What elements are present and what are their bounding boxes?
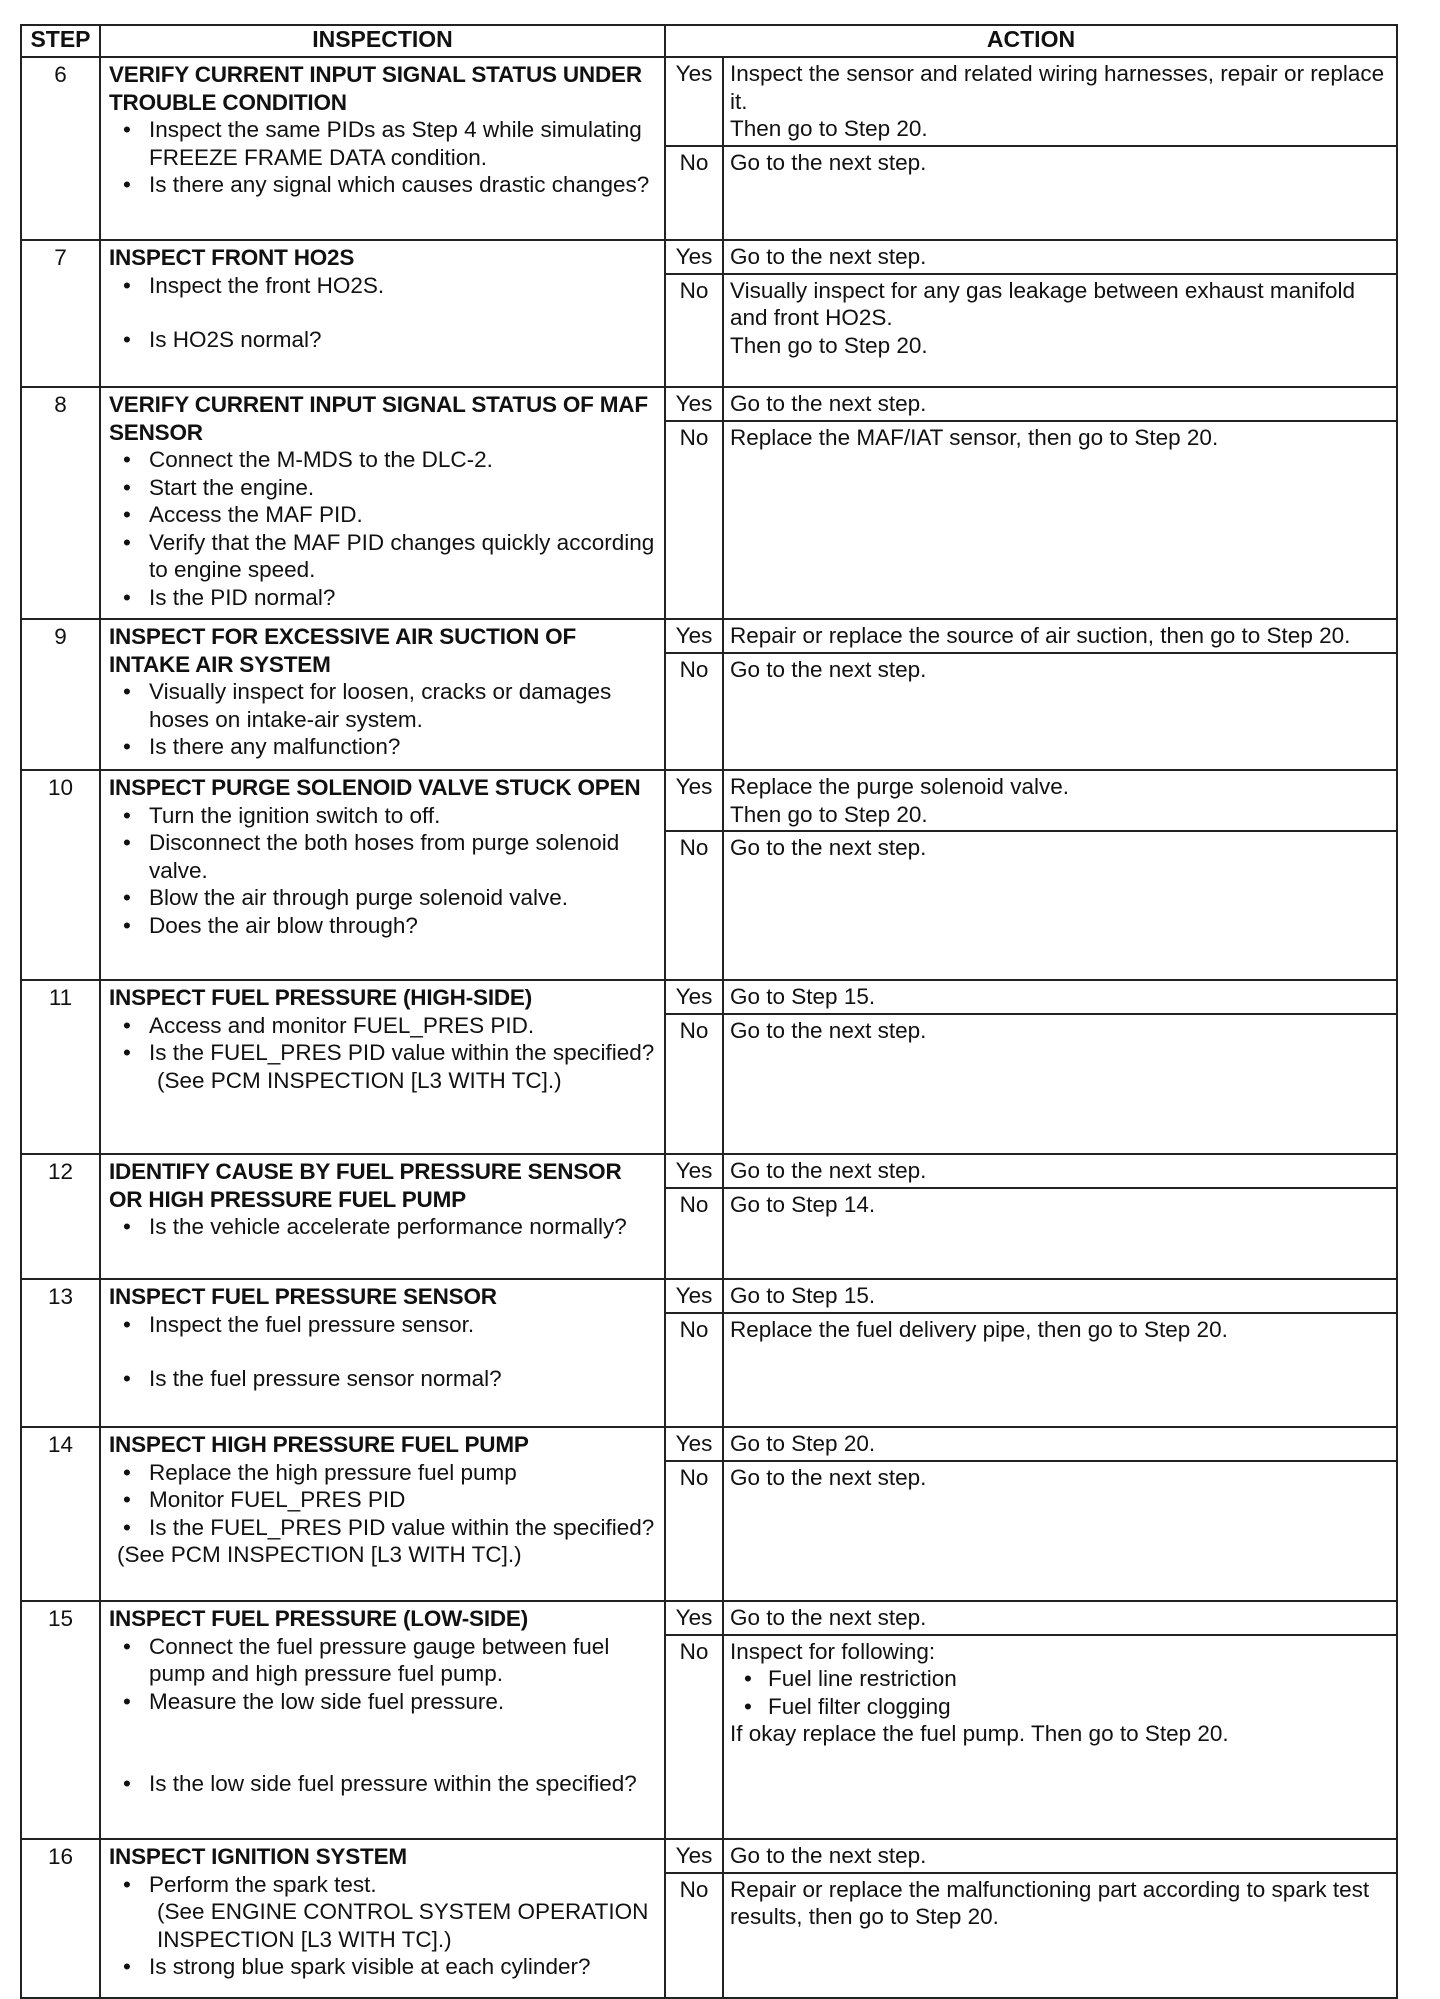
inspection-cell xyxy=(100,57,665,240)
no-action xyxy=(723,1635,1396,1839)
inspection-step-item: • Is HO2S normal? xyxy=(149,326,658,354)
yes-action xyxy=(723,1428,1396,1461)
table-row xyxy=(21,619,1397,770)
action-bullets xyxy=(730,1665,1390,1720)
action-line: Inspect for following: xyxy=(730,1638,936,1664)
inspection-step-item: • Inspect the front HO2S. xyxy=(149,272,658,300)
no-action xyxy=(723,1873,1396,1998)
action-cell xyxy=(665,1839,1397,1998)
no-action xyxy=(723,1313,1396,1427)
table-row xyxy=(21,240,1397,387)
inspection-step-item: • Disconnect the both hoses from purge solenoid valve. xyxy=(149,829,658,884)
action-line: Go to the next step. xyxy=(730,391,927,416)
inspection-cell xyxy=(100,619,665,770)
no-branch xyxy=(666,1313,1396,1427)
inspection-cell xyxy=(100,1839,665,1998)
yes-label: Yes xyxy=(666,771,723,831)
action-line: Go to Step 15. xyxy=(730,1283,876,1308)
inspection-steps xyxy=(109,1213,658,1241)
inspection-title: INSPECT FOR EXCESSIVE AIR SUCTION OF INTAKE AIR SYSTEM xyxy=(109,624,577,677)
header-step: STEP xyxy=(21,25,100,57)
inspection-step-item: • Connect the M-MDS to the DLC-2. xyxy=(149,446,658,474)
inspection-step-item: • Connect the fuel pressure gauge between fuel pump and high pressure fuel pump. xyxy=(149,1633,658,1688)
yes-label: Yes xyxy=(666,1155,723,1188)
step-number: 7 xyxy=(21,240,100,387)
no-branch xyxy=(666,831,1396,979)
no-action xyxy=(723,1014,1396,1154)
no-action xyxy=(723,831,1396,979)
action-line: Then go to Step 20. xyxy=(730,332,928,358)
yes-no-table xyxy=(666,58,1396,239)
table-row xyxy=(21,980,1397,1154)
inspection-step-item: • Visually inspect for loosen, cracks or damages hoses on intake-air system. xyxy=(149,678,658,733)
inspection-cell xyxy=(100,1279,665,1427)
action-line: Go to the next step. xyxy=(730,244,927,269)
yes-action xyxy=(723,1840,1396,1873)
action-line: Go to the next step. xyxy=(730,1017,927,1043)
inspection-cell xyxy=(100,980,665,1154)
action-cell xyxy=(665,619,1397,770)
no-action xyxy=(723,1461,1396,1601)
yes-no-table xyxy=(666,241,1396,386)
inspection-step-item: • Measure the low side fuel pressure. xyxy=(149,1688,658,1716)
yes-action xyxy=(723,620,1396,653)
inspection-step-item: • Is there any signal which causes drastic changes? xyxy=(149,171,658,199)
inspection-title: INSPECT FRONT HO2S xyxy=(109,245,355,270)
no-label: No xyxy=(666,1635,723,1839)
no-action xyxy=(723,421,1396,619)
action-cell xyxy=(665,387,1397,619)
inspection-title: INSPECT IGNITION SYSTEM xyxy=(109,1844,407,1869)
inspection-steps xyxy=(109,446,658,611)
no-label: No xyxy=(666,1313,723,1427)
yes-label: Yes xyxy=(666,58,723,146)
inspection-cell xyxy=(100,387,665,619)
inspection-title: INSPECT FUEL PRESSURE (LOW-SIDE) xyxy=(109,1606,529,1631)
action-line: Go to Step 20. xyxy=(730,1431,876,1456)
action-line: Replace the purge solenoid valve. xyxy=(730,774,1069,799)
step-number: 12 xyxy=(21,1154,100,1279)
no-label: No xyxy=(666,1461,723,1601)
yes-label: Yes xyxy=(666,981,723,1014)
yes-label: Yes xyxy=(666,1428,723,1461)
inspection-step-item: (See PCM INSPECTION [L3 WITH TC].) xyxy=(157,1067,562,1093)
no-label: No xyxy=(666,831,723,979)
inspection-step-item: • Is there any malfunction? xyxy=(149,733,658,761)
inspection-step-item: • Does the air blow through? xyxy=(149,912,658,940)
no-label: No xyxy=(666,1014,723,1154)
yes-label: Yes xyxy=(666,1602,723,1635)
yes-label: Yes xyxy=(666,1280,723,1313)
inspection-steps xyxy=(109,1633,658,1798)
action-cell xyxy=(665,1601,1397,1839)
inspection-step-item: • Is the PID normal? xyxy=(149,584,658,612)
inspection-steps xyxy=(109,1871,658,1981)
action-line: Repair or replace the source of air suction, then go to Step 20. xyxy=(730,623,1351,648)
spacer xyxy=(149,1338,658,1365)
yes-no-table xyxy=(666,981,1396,1153)
yes-label: Yes xyxy=(666,388,723,421)
no-branch xyxy=(666,653,1396,770)
action-bullet-item: • Fuel filter clogging xyxy=(768,1693,1390,1721)
header-inspection: INSPECTION xyxy=(100,25,665,57)
action-bullet-item: • Fuel line restriction xyxy=(768,1665,1390,1693)
inspection-title: INSPECT HIGH PRESSURE FUEL PUMP xyxy=(109,1432,529,1457)
no-label: No xyxy=(666,421,723,619)
inspection-step-item: • Turn the ignition switch to off. xyxy=(149,802,658,830)
inspection-steps xyxy=(109,1311,658,1393)
inspection-step-item: • Inspect the same PIDs as Step 4 while simulating FREEZE FRAME DATA condition. xyxy=(149,116,658,171)
no-branch xyxy=(666,1014,1396,1154)
diagnostic-procedure-table xyxy=(20,24,1398,1999)
yes-no-table xyxy=(666,1428,1396,1600)
step-number: 10 xyxy=(21,770,100,980)
action-cell xyxy=(665,57,1397,240)
yes-action xyxy=(723,771,1396,831)
step-number: 16 xyxy=(21,1839,100,1998)
no-label: No xyxy=(666,274,723,387)
yes-branch xyxy=(666,388,1396,421)
action-line: Replace the fuel delivery pipe, then go to Step 20. xyxy=(730,1316,1228,1342)
table-row xyxy=(21,1839,1397,1998)
step-number: 8 xyxy=(21,387,100,619)
inspection-step-item: • Perform the spark test. xyxy=(149,1871,658,1899)
action-line: Go to Step 15. xyxy=(730,984,876,1009)
inspection-note: (See PCM INSPECTION [L3 WITH TC].) xyxy=(117,1542,522,1567)
action-line: Go to Step 14. xyxy=(730,1191,876,1217)
action-line: Replace the MAF/IAT sensor, then go to Step 20. xyxy=(730,424,1219,450)
inspection-title: IDENTIFY CAUSE BY FUEL PRESSURE SENSOR OR HIGH PRESSURE FUEL PUMP xyxy=(109,1159,622,1212)
step-number: 11 xyxy=(21,980,100,1154)
inspection-steps xyxy=(109,678,658,761)
yes-branch xyxy=(666,58,1396,146)
yes-action xyxy=(723,241,1396,274)
action-line: Then go to Step 20. xyxy=(730,801,928,827)
yes-action xyxy=(723,388,1396,421)
inspection-step-item: • Is the low side fuel pressure within the specified? xyxy=(149,1770,658,1798)
inspection-steps xyxy=(109,802,658,940)
inspection-steps xyxy=(109,1459,658,1542)
header-action: ACTION xyxy=(665,25,1397,57)
no-label: No xyxy=(666,146,723,240)
inspection-title: INSPECT PURGE SOLENOID VALVE STUCK OPEN xyxy=(109,775,641,800)
action-line: Then go to Step 20. xyxy=(730,116,928,141)
table-row xyxy=(21,770,1397,980)
no-branch xyxy=(666,146,1396,240)
action-line: Go to the next step. xyxy=(730,1464,927,1490)
yes-no-table xyxy=(666,388,1396,618)
yes-label: Yes xyxy=(666,241,723,274)
yes-no-table xyxy=(666,771,1396,979)
yes-label: Yes xyxy=(666,1840,723,1873)
inspection-step-item: • Start the engine. xyxy=(149,474,658,502)
spacer xyxy=(149,1715,658,1770)
yes-no-table xyxy=(666,620,1396,769)
action-line: Go to the next step. xyxy=(730,1158,927,1183)
inspection-title: INSPECT FUEL PRESSURE SENSOR xyxy=(109,1284,497,1309)
no-action xyxy=(723,274,1396,387)
inspection-cell xyxy=(100,1154,665,1279)
action-line: If okay replace the fuel pump. Then go to Step 20. xyxy=(730,1721,1229,1746)
action-cell xyxy=(665,1427,1397,1601)
no-label: No xyxy=(666,1873,723,1998)
spacer xyxy=(149,299,658,326)
action-line: Inspect the sensor and related wiring harnesses, repair or replace it. xyxy=(730,61,1385,114)
yes-branch xyxy=(666,620,1396,653)
yes-branch xyxy=(666,1602,1396,1635)
inspection-step-item: • Inspect the fuel pressure sensor. xyxy=(149,1311,658,1339)
action-cell xyxy=(665,980,1397,1154)
no-action xyxy=(723,653,1396,770)
no-branch xyxy=(666,1873,1396,1998)
yes-branch xyxy=(666,1428,1396,1461)
step-number: 9 xyxy=(21,619,100,770)
step-number: 14 xyxy=(21,1427,100,1601)
no-branch xyxy=(666,1188,1396,1279)
no-label: No xyxy=(666,653,723,770)
inspection-step-item: • Is strong blue spark visible at each cylinder? xyxy=(149,1953,658,1981)
header-row xyxy=(21,25,1397,57)
yes-no-table xyxy=(666,1602,1396,1838)
action-line: Go to the next step. xyxy=(730,1843,927,1868)
table-row xyxy=(21,387,1397,619)
action-cell xyxy=(665,240,1397,387)
action-line: Repair or replace the malfunctioning part according to spark test results, then go to Step 20. xyxy=(730,1876,1370,1929)
no-action xyxy=(723,1188,1396,1279)
inspection-step-item: • Is the FUEL_PRES PID value within the specified? xyxy=(149,1514,658,1542)
yes-no-table xyxy=(666,1840,1396,1997)
step-number: 15 xyxy=(21,1601,100,1839)
action-cell xyxy=(665,1154,1397,1279)
inspection-step-item: • Replace the high pressure fuel pump xyxy=(149,1459,658,1487)
yes-no-table xyxy=(666,1280,1396,1426)
inspection-step-item: (See ENGINE CONTROL SYSTEM OPERATION INSPECTION [L3 WITH TC].) xyxy=(157,1899,649,1952)
inspection-cell xyxy=(100,240,665,387)
no-branch xyxy=(666,1635,1396,1839)
yes-no-table xyxy=(666,1155,1396,1278)
table-row xyxy=(21,57,1397,240)
table-row xyxy=(21,1279,1397,1427)
inspection-step-item: • Access the MAF PID. xyxy=(149,501,658,529)
action-line: Go to the next step. xyxy=(730,149,927,175)
inspection-step-item: • Is the FUEL_PRES PID value within the specified? xyxy=(149,1039,658,1067)
inspection-step-item: • Access and monitor FUEL_PRES PID. xyxy=(149,1012,658,1040)
yes-branch xyxy=(666,981,1396,1014)
action-line: Go to the next step. xyxy=(730,656,927,682)
inspection-title: INSPECT FUEL PRESSURE (HIGH-SIDE) xyxy=(109,985,533,1010)
yes-branch xyxy=(666,1155,1396,1188)
no-branch xyxy=(666,421,1396,619)
yes-label: Yes xyxy=(666,620,723,653)
yes-branch xyxy=(666,771,1396,831)
inspection-step-item: • Is the vehicle accelerate performance normally? xyxy=(149,1213,658,1241)
no-label: No xyxy=(666,1188,723,1279)
inspection-step-item: • Monitor FUEL_PRES PID xyxy=(149,1486,658,1514)
yes-branch xyxy=(666,241,1396,274)
action-cell xyxy=(665,770,1397,980)
inspection-steps xyxy=(109,272,658,354)
inspection-title: VERIFY CURRENT INPUT SIGNAL STATUS OF MAF SENSOR xyxy=(109,392,648,445)
inspection-cell xyxy=(100,1601,665,1839)
inspection-steps xyxy=(109,116,658,199)
yes-action xyxy=(723,1280,1396,1313)
inspection-steps xyxy=(109,1012,658,1095)
action-line: Visually inspect for any gas leakage between exhaust manifold and front HO2S. xyxy=(730,277,1355,330)
yes-action xyxy=(723,1602,1396,1635)
no-branch xyxy=(666,1461,1396,1601)
yes-branch xyxy=(666,1840,1396,1873)
inspection-title: VERIFY CURRENT INPUT SIGNAL STATUS UNDER TROUBLE CONDITION xyxy=(109,62,642,115)
step-number: 13 xyxy=(21,1279,100,1427)
yes-action xyxy=(723,1155,1396,1188)
action-line: Go to the next step. xyxy=(730,1605,927,1630)
inspection-cell xyxy=(100,1427,665,1601)
action-cell xyxy=(665,1279,1397,1427)
yes-action xyxy=(723,58,1396,146)
no-branch xyxy=(666,274,1396,387)
inspection-step-item: • Blow the air through purge solenoid valve. xyxy=(149,884,658,912)
table-row xyxy=(21,1427,1397,1601)
step-number: 6 xyxy=(21,57,100,240)
inspection-cell xyxy=(100,770,665,980)
inspection-step-item: • Verify that the MAF PID changes quickly according to engine speed. xyxy=(149,529,658,584)
yes-action xyxy=(723,981,1396,1014)
action-line: Go to the next step. xyxy=(730,835,927,860)
table-row xyxy=(21,1601,1397,1839)
no-action xyxy=(723,146,1396,240)
table-row xyxy=(21,1154,1397,1279)
inspection-step-item: • Is the fuel pressure sensor normal? xyxy=(149,1365,658,1393)
yes-branch xyxy=(666,1280,1396,1313)
